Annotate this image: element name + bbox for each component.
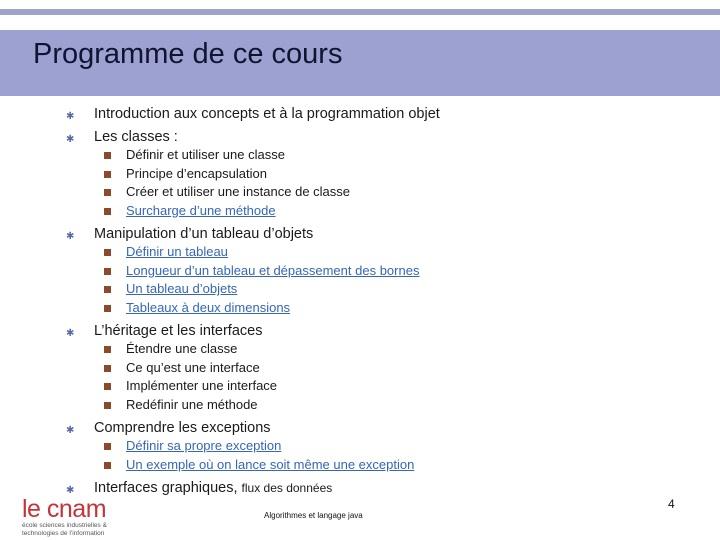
square-bullet-icon: [104, 305, 111, 312]
bullet-item-suffix: flux des données: [241, 481, 333, 495]
square-bullet-icon: [104, 402, 111, 409]
bullet-item: [60, 479, 700, 497]
sub-bullet-text: Redéfinir une méthode: [126, 396, 258, 412]
sub-bullet-text: Implémenter une interface: [126, 378, 278, 393]
bullet-item-text: Les classes :: [94, 129, 178, 145]
sub-bullet-item: [60, 183, 700, 202]
sub-bullet-item: [60, 377, 700, 396]
sub-bullet-item: [60, 396, 700, 415]
bullet-item-text: Manipulation d’un tableau d’objets: [94, 226, 314, 242]
sub-bullet-link[interactable]: Surcharge d’une méthode: [126, 202, 276, 218]
sub-bullet-link[interactable]: Longueur d’un tableau et dépassement des bornes: [126, 262, 420, 278]
bullet-star-icon: ✱: [66, 425, 75, 436]
sub-bullet-link[interactable]: Tableaux à deux dimensions: [126, 299, 291, 315]
square-bullet-icon: [104, 208, 111, 215]
sub-bullet-item[interactable]: [60, 456, 700, 475]
sub-bullet-item[interactable]: [60, 202, 700, 221]
square-bullet-icon: [104, 443, 111, 450]
logo-wordmark: le cnam: [22, 495, 107, 523]
bullet-star-icon: ✱: [66, 231, 75, 242]
square-bullet-icon: [104, 171, 111, 178]
square-bullet-icon: [104, 346, 111, 353]
bullet-item-text: Interfaces graphiques,: [94, 480, 238, 496]
bullet-item: [60, 225, 700, 243]
logo-tagline-2: technologies de l’information: [22, 530, 105, 537]
sub-bullet-link[interactable]: Un tableau d’objets: [126, 281, 238, 296]
sub-bullet-item: [60, 340, 700, 359]
bullet-star-icon: ✱: [66, 328, 75, 339]
sub-bullet-text: Ce qu’est une interface: [126, 359, 260, 375]
sub-bullet-link[interactable]: Un exemple où on lance soit même une exception: [126, 456, 415, 472]
square-bullet-icon: [104, 249, 111, 256]
slide-title: Programme de ce cours: [33, 38, 343, 70]
square-bullet-icon: [104, 462, 111, 469]
bullet-star-icon: ✱: [66, 485, 75, 496]
square-bullet-icon: [104, 152, 111, 159]
square-bullet-icon: [104, 383, 111, 390]
sub-bullet-item[interactable]: [60, 243, 700, 262]
sub-bullet-link[interactable]: Définir sa propre exception: [126, 438, 282, 453]
bullet-star-icon: ✱: [66, 134, 75, 145]
sub-bullet-item: [60, 165, 700, 184]
bullet-item: [60, 419, 700, 437]
page-number: 4: [668, 497, 675, 511]
sub-bullet-item[interactable]: [60, 280, 700, 299]
sub-bullet-item: [60, 146, 700, 165]
sub-bullet-text: Étendre une classe: [126, 341, 238, 356]
footer-text: Algorithmes et langage java: [264, 511, 363, 520]
square-bullet-icon: [104, 189, 111, 196]
bullet-item: [60, 322, 700, 340]
square-bullet-icon: [104, 268, 111, 275]
sub-bullet-text: Définir et utiliser une classe: [126, 147, 285, 162]
bullet-star-icon: ✱: [66, 111, 75, 122]
sub-bullet-text: Principe d’encapsulation: [126, 165, 267, 181]
sub-bullet-text: Créer et utiliser une instance de classe: [126, 184, 351, 199]
bullet-item: [60, 128, 700, 146]
square-bullet-icon: [104, 286, 111, 293]
bullet-item: [60, 105, 700, 123]
cnam-logo: [22, 496, 107, 538]
sub-bullet-item[interactable]: [60, 299, 700, 318]
bullet-item-text: Comprendre les exceptions: [94, 420, 271, 436]
logo-tagline-1: école sciences industrielles &: [22, 522, 107, 529]
sub-bullet-item[interactable]: [60, 262, 700, 281]
sub-bullet-item[interactable]: [60, 437, 700, 456]
square-bullet-icon: [104, 365, 111, 372]
sub-bullet-link[interactable]: Définir un tableau: [126, 244, 228, 259]
sub-bullet-item: [60, 359, 700, 378]
bullet-item-text: Introduction aux concepts et à la programmation objet: [94, 106, 440, 122]
bullet-item-text: L’héritage et les interfaces: [94, 323, 263, 339]
bullet-list: [60, 100, 700, 497]
top-divider: [0, 9, 720, 15]
